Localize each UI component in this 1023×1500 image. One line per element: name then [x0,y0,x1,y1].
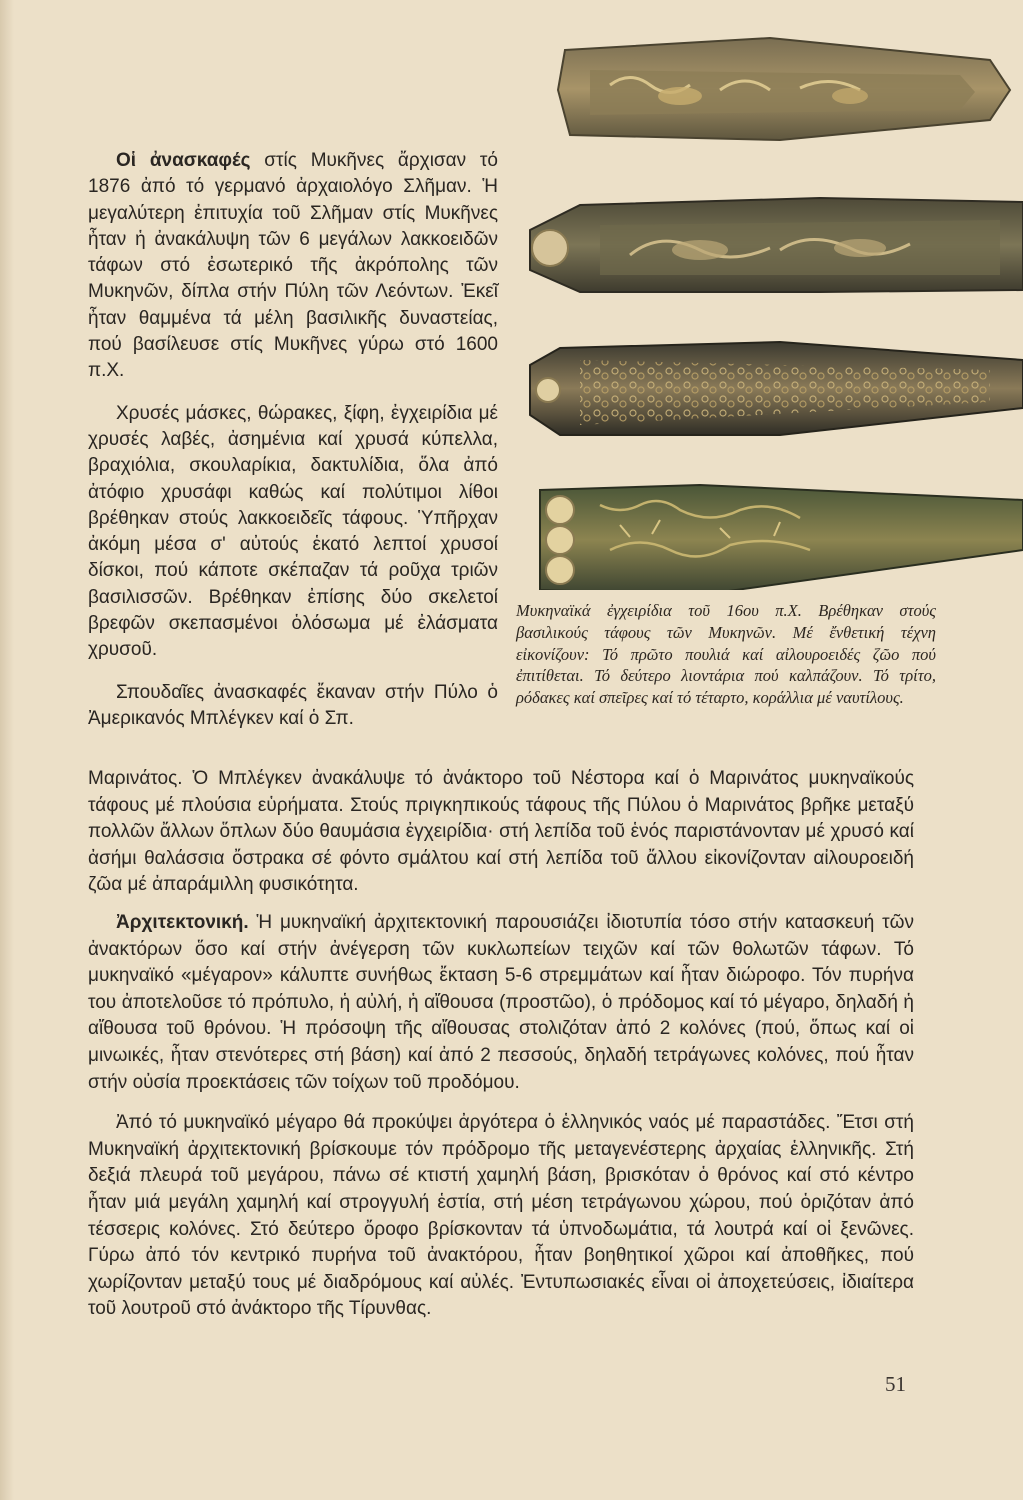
paragraph-excavations-body: στίς Μυκῆνες ἄρχισαν τό 1876 ἀπό τό γερμανό ἀρχαιολόγο Σλῆμαν. Ἡ μεγαλύτερη ἐπιτυχία τοῦ Σλῆμαν στίς Μυκῆνες ἦταν ἡ ἀνακάλυψη τῶν 6 μεγάλων λακκοειδῶν τάφων στό ἐσωτερικό τῆς ἀκρόπολης τῶν Μυκηνῶν, δίπλα στήν Πύλη τῶν Λεόντων. Ἐκεῖ ἦταν θαμμένα τά μέλη βασιλικῆς δυναστείας, πού βασίλευσε στίς Μυκῆνες γύρω στό 1600 π.Χ. [88,150,498,382]
paragraph-architecture-body: Ἡ μυκηναϊκή ἀρχιτεκτονική παρουσιάζει ἰδιοτυπία τόσο στήν κατασκευή τῶν ἀνακτόρων ὅσο καί στήν ἀνέγερση τῶν κυκλωπείων τειχῶν καί τῶν θολωτῶν τάφων. Τό μυκηναϊκό «μέγαρον» κάλυπτε συνήθως ἔκταση 5-6 στρεμμάτων καί ἦταν διώροφο. Τόν πυρήνα του ἀποτελοῦσε τό πρόπυλο, ἡ αὐλή, ἡ αἴθουσα (προστῶο), ὁ πρόδομος καί τό μέγαρο, δηλαδή ἡ αἴθουσα τοῦ θρόνου. Ἡ πρόσοψη τῆς αἴθουσας στολιζόταν ἀπό 2 κολόνες (πού, ὅπως καί οἱ μινωικές, ἦταν στενότερες στή βάση) καί ἀπό 2 πεσσούς, δηλαδή τετράγωνες κολόνες, πού ἦταν στήν οὐσία προεκτάσεις τῶν τοίχων τοῦ προδόμου. [88,912,915,1093]
page-number: 51 [885,1372,906,1396]
dagger-2-galloping-lions [530,198,1023,292]
page-edge [0,0,14,1500]
paragraph-architecture [88,910,914,1096]
dagger-4-corals-and-nautili [540,485,1023,590]
paragraph-megaron: Ἀπό τό μυκηναϊκό μέγαρο θά προκύψει ἀργότερα ὁ ἑλληνικός ναός μέ παραστάδες. Ἔτσι στή Μυκηναϊκή ἀρχιτεκτονική βρίσκουμε τόν πρόδρομο τῆς μεταγενέστερης ἀρχαίας ἑλληνικῆς. Στή δεξιά πλευρά τοῦ μεγάρου, πάνω σέ κτιστή χαμηλή βάση, βρισκόταν ὁ θρόνος καί στό κέντρο ἦταν μιά μεγάλη χαμηλή καί στρογγυλή ἑστία, στή μέση τετράγωνου χώρου, πού ὁριζόταν ἀπό τέσσερις κολόνες. Στό δεύτερο ὄροφο βρίσκονταν τά ὑπνοδωμάτια, τά λουτρά καί οἱ ξενῶνες. Γύρω ἀπό τόν κεντρικό πυρήνα τοῦ ἀνακτόρου, ἦταν βοηθητικοί χῶροι καί ἀποθῆκες, πού χωρίζονταν μεταξύ τους μέ διαδρόμους καί αὐλές. Ἐντυπωσιακές εἶναι οἱ ἀποχετεύσεις, ἰδιαίτερα τοῦ λουτροῦ στό ἀνάκτορο τῆς Τίρυνθας. [88,1112,914,1320]
paragraph-treasures: Χρυσές μάσκες, θώρακες, ξίφη, ἐγχειρίδια μέ χρυσές λαβές, ἀσημένια καί χρυσά κύπελλα, βραχιόλια, σκουλαρίκια, δακτυλίδια, ὅλα ἀπό ἀτόφιο χρυσάφι καθώς καί πολύτιμοι λίθοι βρέθηκαν στούς λακκοειδεῖς τάφους. Ὑπῆρχαν ἀκόμη μέσα σ' αὐτούς ἑκατό λεπτοί χρυσοί δίσκοι, πού κάποτε σκέπαζαν τά ροῦχα τριῶν βασιλισσῶν. Βρέθηκαν ἐπίσης δύο σκελετοί βρεφῶν σκεπασμένοι ὁλόσωμα μέ ἐλάσματα χρυσοῦ. [88,402,498,661]
left-column-text [88,148,498,732]
figure-caption: Μυκηναϊκά ἐγχειρίδια τοῦ 16ου π.Χ. Βρέθηκαν στούς βασιλικούς τάφους τῶν Μυκηνῶν. Μέ ἔνθετική τέχνη εἰκονίζουν: Τό πρῶτο πουλιά καί αἰλουροειδές ζῶο πού ἐπιτίθεται. Τό δεύτερο λιοντάρια πού καλπάζουν. Τό τρίτο, ρόδακες καί σπεῖρες καί τό τέταρτο, κοράλλια μέ ναυτίλους. [516,601,936,708]
paragraph-pylos-continued: Μαρινάτος. Ὁ Μπλέγκεν ἀνακάλυψε τό ἀνάκτορο τοῦ Νέστορα καί ὁ Μαρινάτος μυκηναϊκούς τάφους μέ πλούσια εὑρήματα. Στούς πριγκηπικούς τάφους τῆς Πύλου ὁ Μαρινάτος βρῆκε μεταξύ πολλῶν ἄλλων ὅπλων δύο θαυμάσια ἐγχειρίδια· στή λεπίδα τοῦ ἑνός παριστάνονταν μέ χρυσό καί ἀσήμι θαλάσσια ὄστρακα σέ φόντο σμάλτου καί στή λεπίδα τοῦ ἄλλου εἰκονίζονταν αἰλουροειδή ζῶα μέ ἀπαράμιλλη φυσικότητα. [88,768,914,896]
mycenaean-daggers-photo [520,30,1023,590]
continuation-text [88,766,914,899]
lead-phrase: Οἱ ἀνασκαφές [116,150,251,171]
architecture-section [88,910,914,1323]
dagger-3-rosettes-and-spirals [530,342,1023,435]
section-heading-architecture: Ἀρχιτεκτονική. [116,912,249,933]
dagger-1-birds-and-feline [558,38,1010,140]
paragraph-excavations [88,148,498,385]
paragraph-pylos-start: Σπουδαῖες ἀνασκαφές ἔκαναν στήν Πύλο ὁ Ἀμερικανός Μπλέγκεν καί ὁ Σπ. [88,681,498,729]
